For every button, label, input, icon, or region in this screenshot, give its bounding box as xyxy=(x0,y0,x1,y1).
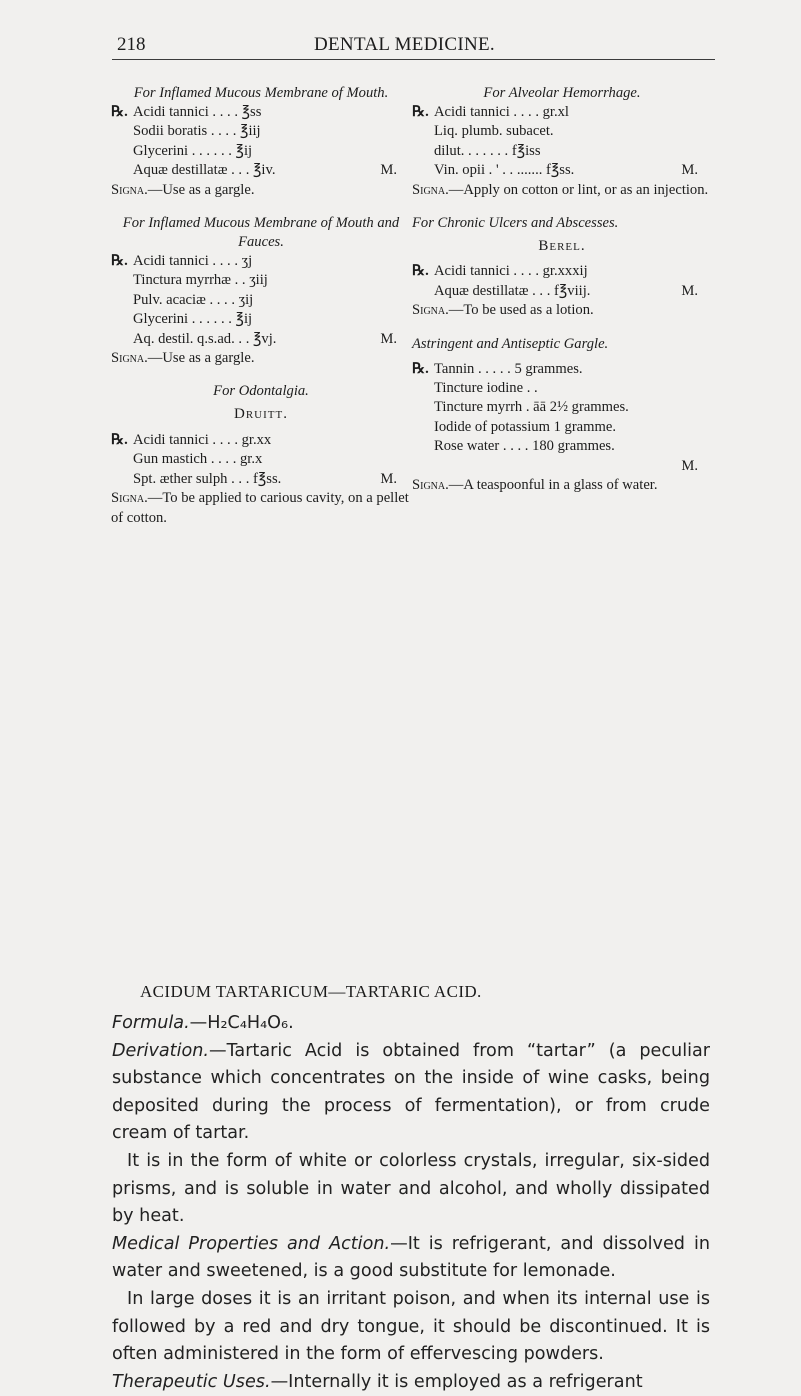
prescription-title: For Alveolar Hemorrhage. xyxy=(483,85,641,101)
signa: Signa.—Use as a gargle. xyxy=(111,181,255,198)
ingredient-line: Rose water . . . . 180 grammes. xyxy=(434,438,615,455)
prescription-title: For Inflamed Mucous Membrane of Mouth and Fauces. xyxy=(122,215,400,251)
section-heading: ACIDUM TARTARICUM—TARTARIC ACID. xyxy=(140,982,482,1001)
ingredient-line: dilut. . . . . . . f℥iss xyxy=(434,142,541,159)
prescription xyxy=(111,84,411,200)
derivation-paragraph: Derivation.—Tartaric Acid is obtained from “tartar” (a peculiar substance which concentrates on the inside of wine casks, being deposited during the process of fermentation), or from crude cream of tartar. xyxy=(112,1040,710,1144)
signa: Signa.—Apply on cotton or lint, or as an injection. xyxy=(412,181,709,198)
ingredient-line: Gun mastich . . . . gr.x xyxy=(133,451,263,468)
ingredient-line: Pulv. acaciæ . . . . ʒij xyxy=(133,291,254,308)
ingredient-line: ℞. Acidi tannici . . . . ℥ss xyxy=(111,104,262,120)
prescription-title: For Chronic Ulcers and Abscesses. xyxy=(412,215,619,232)
signa: Signa.—To be applied to carious cavity, on a pellet of cotton. xyxy=(111,490,409,526)
description-paragraph: It is in the form of white or colorless crystals, irregular, six-sided prisms, and is soluble in water and alcohol, and wholly dissipated by heat. xyxy=(112,1150,710,1227)
prescription xyxy=(111,214,411,368)
signa: Signa.—A teaspoonful in a glass of water. xyxy=(412,477,658,494)
therapeutic-paragraph: Therapeutic Uses.—Internally it is employed as a refrigerant xyxy=(112,1371,643,1392)
prescription xyxy=(412,214,712,321)
ingredient-line: ℞. Tannin . . . . . 5 grammes. xyxy=(412,360,583,377)
right-column xyxy=(412,84,712,510)
ingredient-line: M. xyxy=(681,457,698,474)
ingredient-line: Tinctura myrrhæ . . ʒiij xyxy=(133,272,268,289)
formula-paragraph: Formula.—H₂C₄H₄O₆. xyxy=(112,1013,294,1033)
ingredient-list xyxy=(111,103,411,181)
running-head: DENTAL MEDICINE. xyxy=(314,34,495,55)
header-rule xyxy=(112,59,715,60)
ingredient-line: Tincture myrrh . āā 2½ grammes. xyxy=(434,399,629,416)
prescription-author: Druitt. xyxy=(234,406,288,423)
ingredient-line: Aq. destil. q.s.ad. . . ℥vj. M. xyxy=(133,330,397,347)
prescription xyxy=(412,335,712,496)
signa: Signa.—Use as a gargle. xyxy=(111,350,255,367)
ingredient-list xyxy=(111,252,411,349)
ingredient-list xyxy=(111,431,411,489)
ingredient-list xyxy=(412,103,712,181)
medical-paragraph: Medical Properties and Action.—It is refrigerant, and dissolved in water and sweetened, is a good substitute for lemonade. xyxy=(112,1233,710,1282)
ingredient-line: Iodide of potassium 1 gramme. xyxy=(434,418,616,435)
page-number: 218 xyxy=(117,34,146,55)
section-body xyxy=(112,1010,710,1396)
prescription-title: For Inflamed Mucous Membrane of Mouth. xyxy=(133,85,389,101)
ingredient-line: Tincture iodine . . xyxy=(434,380,538,397)
page-header xyxy=(0,0,801,60)
ingredient-line: Sodii boratis . . . . ℥iij xyxy=(133,123,261,140)
prescription-title: For Odontalgia. xyxy=(213,383,309,400)
ingredient-line: ℞. Acidi tannici . . . . gr.xx xyxy=(111,431,272,448)
ingredient-line: ℞. Acidi tannici . . . . gr.xl xyxy=(412,104,569,120)
dosage-paragraph: In large doses it is an irritant poison, and when its internal use is followed by a red and dry tongue, it should be discontinued. It is often administered in the form of effervescing powders. xyxy=(112,1288,710,1365)
prescription-title: Astringent and Antiseptic Gargle. xyxy=(412,335,609,352)
prescription xyxy=(412,84,712,200)
prescription xyxy=(111,382,411,527)
ingredient-line: Aquæ destillatæ . . . ℥iv. M. xyxy=(133,162,397,179)
ingredient-line: Vin. opii . ' . . ....... f℥ss. M. xyxy=(434,162,698,179)
ingredient-line: ℞. Acidi tannici . . . . ʒj xyxy=(111,253,253,270)
ingredient-line: Liq. plumb. subacet. xyxy=(434,123,554,140)
ingredient-line: Aquæ destillatæ . . . f℥viij. M. xyxy=(434,282,698,299)
left-column xyxy=(111,84,411,542)
ingredient-line: ℞. Acidi tannici . . . . gr.xxxij xyxy=(412,263,588,280)
ingredient-list xyxy=(412,262,712,301)
ingredient-line: Glycerini . . . . . . ℥ij xyxy=(133,142,253,159)
signa: Signa.—To be used as a lotion. xyxy=(412,302,594,319)
ingredient-list xyxy=(412,360,712,476)
prescription-author: Berel. xyxy=(538,238,586,255)
ingredient-line: Spt. æther sulph . . . f℥ss. M. xyxy=(133,470,397,487)
ingredient-line: Glycerini . . . . . . ℥ij xyxy=(133,311,253,328)
